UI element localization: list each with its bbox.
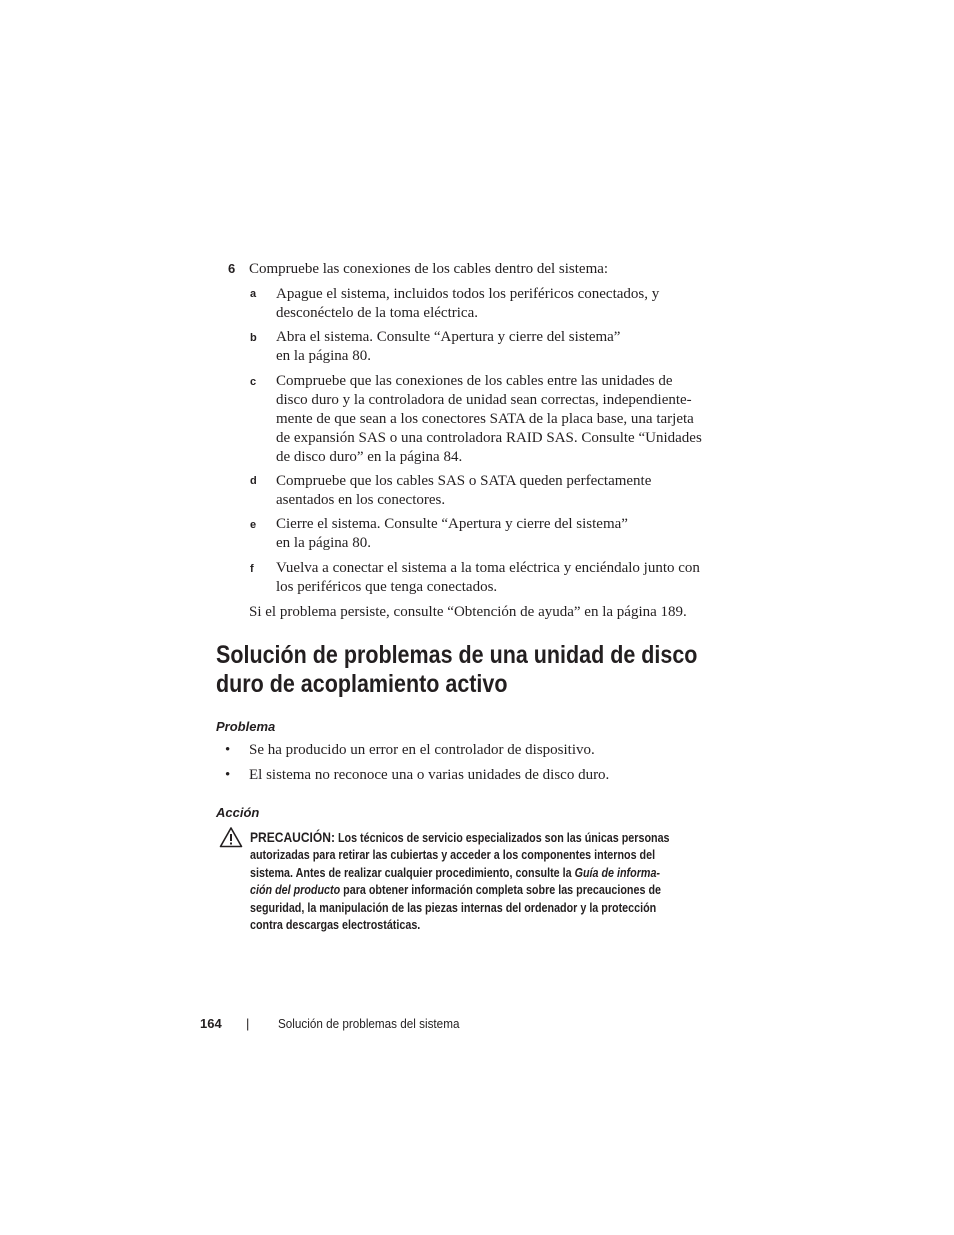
action-subheading: Acción — [216, 805, 260, 820]
product-info-guide-title: Guía de informa- — [574, 865, 661, 880]
substep-letter: d — [250, 475, 257, 487]
substep-letter: a — [250, 288, 257, 300]
step-note: Si el problema persiste, consulte “Obtención de ayuda” en la página 189. — [249, 604, 687, 620]
substep-d-text: Compruebe que los cables SAS o SATA queden perfectamente asentados en los conectores. — [276, 473, 652, 508]
bullet-marker: • — [225, 742, 231, 758]
substep-c-text: Compruebe que las conexiones de los cables entre las unidades de disco duro y la controladora de unidad sean correctas, independiente- mente de que sean a los conectores SATA de la placa base, una tarjeta de expansión SAS o una controladora RAID SAS. Consulte “Unidades de disco duro” en la página 84. — [276, 373, 702, 465]
substep-b-text: Abra el sistema. Consulte “Apertura y cierre del sistema” en la página 80. — [276, 329, 621, 364]
footer-separator: | — [246, 1016, 250, 1031]
bullet-item: El sistema no reconoce una o varias unidades de disco duro. — [249, 767, 610, 783]
substep-letter: c — [250, 376, 257, 388]
substep-a-text: Apague el sistema, incluidos todos los periféricos conectados, y desconéctelo de la toma eléctrica. — [276, 286, 660, 321]
footer-chapter: Solución de problemas del sistema — [278, 1016, 460, 1031]
bullet-item: Se ha producido un error en el controlador de dispositivo. — [249, 742, 595, 758]
step-text: Compruebe las conexiones de los cables dentro del sistema: — [249, 261, 609, 277]
substep-letter: e — [250, 519, 257, 531]
substep-e-text: Cierre el sistema. Consulte “Apertura y cierre del sistema” en la página 80. — [276, 516, 628, 551]
warning-triangle-icon — [219, 826, 243, 848]
caution-label: PRECAUCIÓN: — [250, 829, 335, 845]
substep-f-text: Vuelva a conectar el sistema a la toma eléctrica y enciéndalo junto con los periféricos que tenga conectados. — [276, 560, 700, 595]
caution-text: PRECAUCIÓN: Los técnicos de servicio especializados son las únicas personas autorizadas para retirar las cubiertas y acceder a los componentes internos del sistema. Antes de realizar cualquier procedimiento, consulte la Guía de informa- ción del producto para obtener información completa sobre las precauciones de seguridad, la manipulación de las piezas internas del ordenador y la protección contra descargas electrostáticas. — [250, 829, 670, 933]
substep-letter: b — [250, 332, 257, 344]
bullet-marker: • — [225, 767, 231, 783]
substep-letter: f — [250, 563, 254, 575]
problem-subheading: Problema — [216, 719, 276, 734]
page-number: 164 — [200, 1016, 222, 1031]
section-heading: Solución de problemas de una unidad de disco duro de acoplamiento activo — [216, 641, 698, 698]
step-number: 6 — [228, 261, 236, 276]
